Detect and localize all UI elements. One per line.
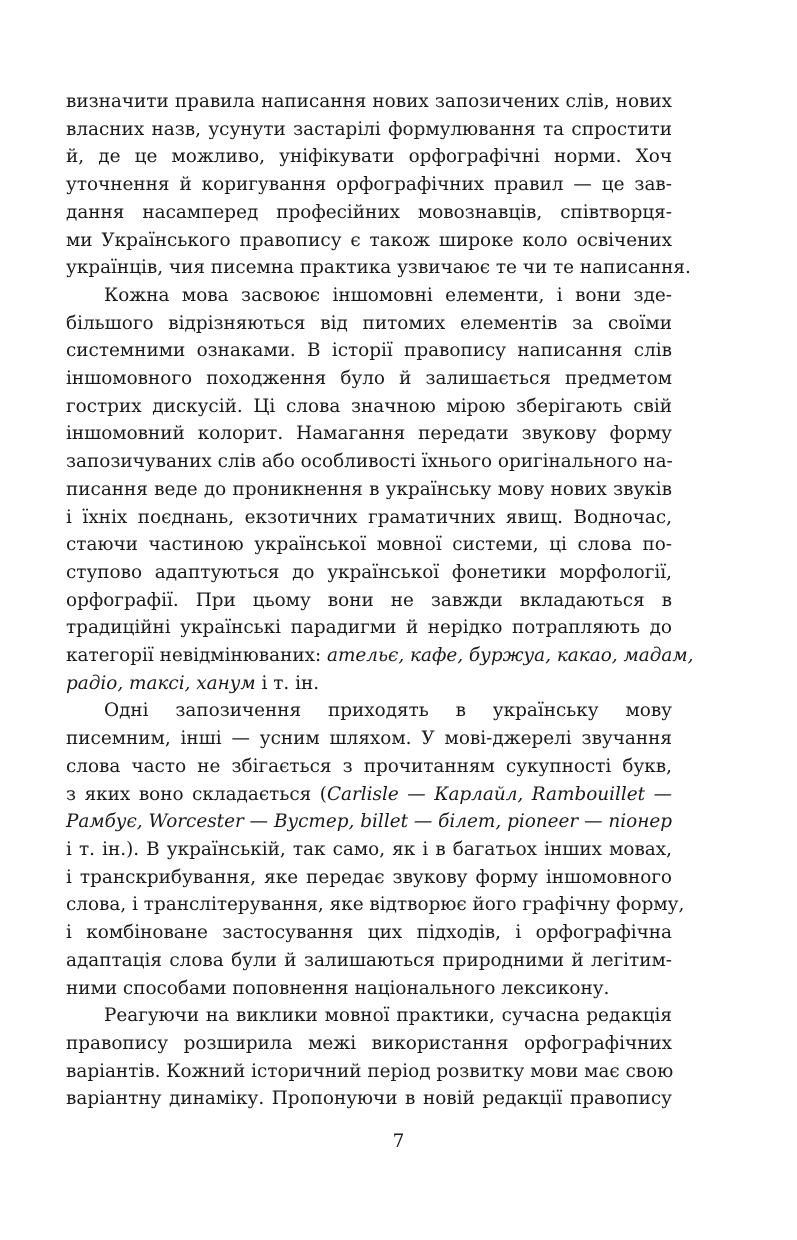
text-line: Кожна мова засвоює іншомовні елементи, і вони зде- <box>104 284 672 306</box>
text-line: радіо, таксі, ханум і т. ін. <box>66 672 320 694</box>
text-line: дання насамперед професійних мовознавців, співтворця- <box>66 201 672 223</box>
text-line: Реагуючи на виклики мовної практики, сучасна редакція <box>104 1005 672 1027</box>
text-line: ступово адаптуються до української фонетики морфології, <box>66 561 672 583</box>
text-line: стаючи частиною української мовної системи, ці слова по- <box>66 534 672 556</box>
text-line <box>66 808 672 836</box>
italic-example: Carlisle — Карлайл, Rambouillet — <box>326 783 672 805</box>
text-line: варіантну динаміку. Пропонуючи в новій редакції правопису <box>66 1088 672 1110</box>
text-line: ними способами поповнення національного лексикону. <box>66 977 610 999</box>
text-line: іншомовний колорит. Намагання передати звукову форму <box>66 423 672 445</box>
text-line: українців, чия писемна практика узвичаює те чи те написання. <box>66 257 691 279</box>
italic-example: ательє, кафе, буржуа, какао, мадам, <box>327 645 694 667</box>
paragraph-1 <box>66 88 691 282</box>
text-line: більшого відрізняються від питомих елементів за своїми <box>66 312 672 334</box>
text-line: уточнення й коригування орфографічних правил — це зав- <box>66 174 672 196</box>
paragraph-4 <box>66 1002 672 1113</box>
text-line: адаптація слова були й залишаються природними й легітим- <box>66 949 672 971</box>
text-line: писання веде до проникнення в українську мову нових звуків <box>66 478 672 500</box>
text-line: писемним, інші — усним шляхом. У мові-джерелі звучання <box>66 728 672 750</box>
text-line: і т. ін.). В українській, так само, як і в багатьох інших мовах, <box>66 838 672 860</box>
page-number-label: 7 <box>392 1131 405 1152</box>
text-line: іншомовного походження було й залишається предметом <box>66 368 672 390</box>
text-line: і їхніх поєднань, екзотичних граматичних явищ. Водночас, <box>66 506 672 528</box>
text-line: правопису розширила межі використання орфографічних <box>66 1032 672 1054</box>
paragraph-2 <box>66 282 694 698</box>
text-line: категорії невідмінюваних: ательє, кафе, буржуа, какао, мадам, <box>66 645 694 667</box>
text-line: і комбіноване застосування цих підходів, і орфографічна <box>66 922 672 944</box>
text-line: ми Українського правопису є також широке коло освічених <box>66 229 672 251</box>
text-line: традиційні українські парадигми й нерідко потрапляють до <box>66 617 672 639</box>
text-line: і транскрибування, яке передає звукову форму іншомовного <box>66 866 672 888</box>
italic-example: Рамбує, Worcester — Вустер, billet — білет, pioneer — піонер <box>66 811 672 833</box>
text-line: з яких воно складається (Carlisle — Карлайл, Rambouillet — <box>66 783 672 805</box>
text-line: варіантів. Кожний історичний період розвитку мови має свою <box>66 1060 674 1082</box>
text-line: орфографії. При цьому вони не завжди вкладаються в <box>66 589 672 611</box>
text-line: слова, і транслітерування, яке відтворює його графічну форму, <box>66 894 685 916</box>
text-line: запозичуваних слів або особливості їхнього оригінального на- <box>66 451 673 473</box>
text-line: слова часто не збігається з прочитанням сукупності букв, <box>66 755 672 777</box>
page-body <box>66 88 694 1113</box>
text-line: Одні запозичення приходять в українську мову <box>104 700 672 722</box>
italic-example: радіо, таксі, ханум <box>66 672 256 694</box>
page-number <box>0 1128 797 1156</box>
text-line: й, де це можливо, уніфікувати орфографічні норми. Хоч <box>66 146 672 168</box>
paragraph-3 <box>66 697 685 1002</box>
text-line: власних назв, усунути застарілі формулювання та спростити <box>66 118 672 140</box>
text-line: системними ознаками. В історії правопису написання слів <box>66 340 672 362</box>
text-line: гострих дискусій. Ці слова значною мірою зберігають свій <box>66 395 672 417</box>
text-line: визначити правила написання нових запозичених слів, нових <box>66 91 672 112</box>
